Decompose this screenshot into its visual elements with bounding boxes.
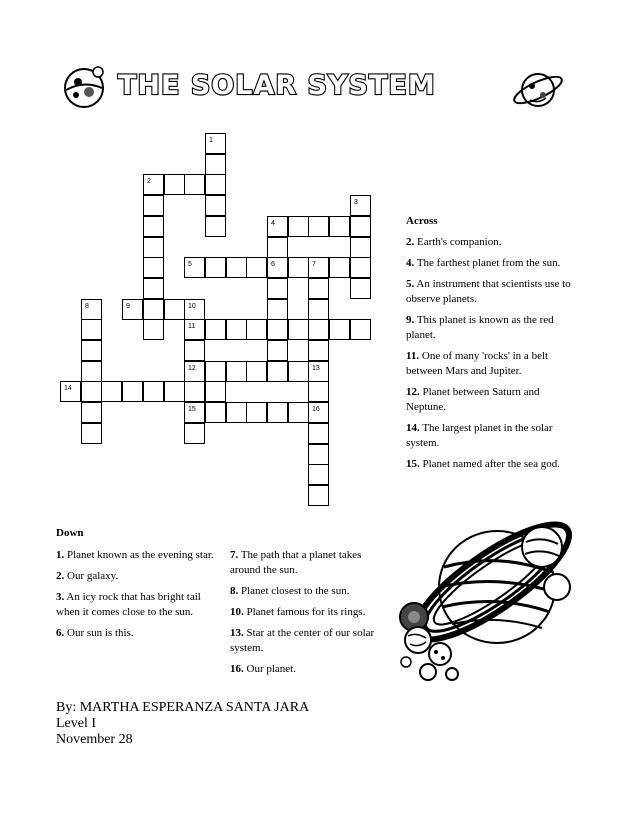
- down-clues: [56, 526, 386, 675]
- cell-number: 3: [354, 199, 358, 206]
- crossword-cell[interactable]: [308, 216, 329, 237]
- crossword-cell[interactable]: [350, 237, 371, 258]
- cell-number: 14: [64, 385, 72, 392]
- cell-number: 4: [271, 220, 275, 227]
- crossword-cell[interactable]: [350, 257, 371, 278]
- crossword-cell[interactable]: [308, 464, 329, 485]
- crossword-cell[interactable]: [205, 216, 226, 237]
- crossword-cell[interactable]: [308, 278, 329, 299]
- crossword-cell[interactable]: [350, 278, 371, 299]
- cell-number: 1: [209, 137, 213, 144]
- cell-number: 15: [188, 406, 196, 413]
- clue-down-13: 13. Star at the center of our solar system.: [230, 627, 375, 654]
- crossword-cell[interactable]: [81, 361, 102, 382]
- cell-number: 6: [271, 261, 275, 268]
- clue-across-4: 4. The farthest planet from the sun.: [406, 257, 561, 269]
- clue-across-14: 14. The largest planet in the solar system.: [406, 422, 553, 449]
- crossword-cell[interactable]: [308, 257, 329, 278]
- cell-number: 2: [147, 178, 151, 185]
- down-column-2: [230, 548, 390, 683]
- crossword-cell[interactable]: [267, 278, 288, 299]
- crossword-cell[interactable]: [226, 361, 247, 382]
- crossword-cell[interactable]: [308, 444, 329, 465]
- crossword-cell[interactable]: [143, 195, 164, 216]
- crossword-cell[interactable]: [267, 237, 288, 258]
- crossword-cell[interactable]: [288, 402, 309, 423]
- crossword-cell[interactable]: [246, 361, 267, 382]
- saturn-illustration-icon: [392, 512, 582, 692]
- crossword-cell[interactable]: [143, 319, 164, 340]
- crossword-cell[interactable]: [350, 319, 371, 340]
- crossword-cell[interactable]: [184, 423, 205, 444]
- crossword-cell[interactable]: [329, 257, 350, 278]
- crossword-cell[interactable]: [205, 154, 226, 175]
- crossword-cell[interactable]: [184, 299, 205, 320]
- crossword-cell[interactable]: [205, 174, 226, 195]
- crossword-cell[interactable]: [143, 257, 164, 278]
- clue-across-12: 12. Planet between Saturn and Neptune.: [406, 386, 540, 413]
- crossword-cell[interactable]: [246, 319, 267, 340]
- clue-down-8: 8. Planet closest to the sun.: [230, 585, 350, 597]
- crossword-cell[interactable]: [267, 257, 288, 278]
- cell-number: 16: [312, 406, 320, 413]
- crossword-cell[interactable]: [205, 257, 226, 278]
- cell-number: 12: [188, 365, 196, 372]
- crossword-cell[interactable]: [226, 319, 247, 340]
- level-text: Level I: [56, 716, 97, 731]
- clue-down-10: 10. Planet famous for its rings.: [230, 606, 366, 618]
- cell-number: 8: [85, 303, 89, 310]
- clue-down-16: 16. Our planet.: [230, 663, 296, 675]
- crossword-cell[interactable]: [143, 237, 164, 258]
- cell-number: 9: [126, 303, 130, 310]
- crossword-cell[interactable]: [350, 195, 371, 216]
- crossword-cell[interactable]: [143, 216, 164, 237]
- crossword-cell[interactable]: [184, 402, 205, 423]
- crossword-cell[interactable]: [143, 299, 164, 320]
- crossword-cell[interactable]: [205, 133, 226, 154]
- crossword-cell[interactable]: [184, 361, 205, 382]
- crossword-cell[interactable]: [288, 257, 309, 278]
- crossword-cell[interactable]: [205, 361, 226, 382]
- crossword-cell[interactable]: [122, 299, 143, 320]
- crossword-cell[interactable]: [308, 485, 329, 506]
- crossword-cell[interactable]: [267, 216, 288, 237]
- crossword-cell[interactable]: [60, 381, 81, 402]
- down-heading: Down: [56, 527, 84, 539]
- crossword-cell[interactable]: [184, 381, 205, 402]
- clue-down-6: 6. Our sun is this.: [56, 627, 134, 639]
- solar-system-illustration: [392, 512, 582, 692]
- crossword-cell[interactable]: [81, 299, 102, 320]
- crossword-cell[interactable]: [329, 216, 350, 237]
- crossword-cell[interactable]: [350, 216, 371, 237]
- crossword-cell[interactable]: [205, 402, 226, 423]
- crossword-cell[interactable]: [143, 174, 164, 195]
- date-text: November 28: [56, 732, 133, 747]
- crossword-cell[interactable]: [267, 299, 288, 320]
- crossword-cell[interactable]: [81, 340, 102, 361]
- clue-across-2: 2. Earth's companion.: [406, 236, 502, 248]
- crossword-cell[interactable]: [288, 216, 309, 237]
- across-clues: [406, 214, 578, 478]
- crossword-cell[interactable]: [164, 299, 185, 320]
- crossword-cell[interactable]: [81, 402, 102, 423]
- crossword-cell[interactable]: [308, 381, 329, 402]
- crossword-cell[interactable]: [81, 319, 102, 340]
- crossword-cell[interactable]: [246, 257, 267, 278]
- crossword-cell[interactable]: [288, 361, 309, 382]
- clue-across-5: 5. An instrument that scientists use to observe planets.: [406, 278, 571, 305]
- clue-down-1: 1. Planet known as the evening star.: [56, 549, 214, 561]
- crossword-cell[interactable]: [226, 257, 247, 278]
- crossword-cell[interactable]: [184, 340, 205, 361]
- crossword-cell[interactable]: [122, 381, 143, 402]
- clue-across-9: 9. This planet is known as the red planet.: [406, 314, 554, 341]
- crossword-cell[interactable]: [164, 381, 185, 402]
- cell-number: 11: [188, 323, 196, 330]
- crossword-cell[interactable]: [329, 319, 350, 340]
- crossword-cell[interactable]: [308, 423, 329, 444]
- crossword-cell[interactable]: [101, 381, 122, 402]
- clue-down-3: 3. An icy rock that has bright tail when it comes close to the sun.: [56, 591, 201, 618]
- cell-number: 13: [312, 365, 320, 372]
- crossword-cell[interactable]: [288, 319, 309, 340]
- author-footer: [56, 700, 309, 748]
- crossword-cell[interactable]: [184, 174, 205, 195]
- crossword-cell[interactable]: [308, 299, 329, 320]
- across-heading: Across: [406, 215, 438, 227]
- crossword-cell[interactable]: [184, 257, 205, 278]
- crossword-cell[interactable]: [81, 423, 102, 444]
- crossword-cell[interactable]: [267, 319, 288, 340]
- cell-number: 5: [188, 261, 192, 268]
- clue-down-2: 2. Our galaxy.: [56, 570, 119, 582]
- crossword-cell[interactable]: [308, 340, 329, 361]
- author-name: By: MARTHA ESPERANZA SANTA JARA: [56, 700, 310, 715]
- crossword-cell[interactable]: [267, 402, 288, 423]
- crossword-cell[interactable]: [164, 174, 185, 195]
- clue-across-15: 15. Planet named after the sea god.: [406, 458, 560, 470]
- cell-number: 10: [188, 303, 196, 310]
- crossword-cell[interactable]: [267, 361, 288, 382]
- crossword-cell[interactable]: [81, 381, 102, 402]
- crossword-cell[interactable]: [226, 402, 247, 423]
- down-column-1: [56, 548, 221, 647]
- page-title: THE SOLAR SYSTEM: [118, 70, 436, 101]
- crossword-cell[interactable]: [143, 278, 164, 299]
- crossword-cell[interactable]: [308, 402, 329, 423]
- crossword-cell[interactable]: [205, 319, 226, 340]
- crossword-cell[interactable]: [267, 340, 288, 361]
- crossword-cell[interactable]: [308, 361, 329, 382]
- crossword-cell[interactable]: [205, 195, 226, 216]
- cell-number: 7: [312, 261, 316, 268]
- crossword-cell[interactable]: [246, 402, 267, 423]
- clue-down-7: 7. The path that a planet takes around the sun.: [230, 549, 362, 576]
- clue-across-11: 11. One of many 'rocks' in a belt between Mars and Jupiter.: [406, 350, 549, 377]
- crossword-cell[interactable]: [143, 381, 164, 402]
- crossword-cell[interactable]: [184, 319, 205, 340]
- crossword-cell[interactable]: [205, 381, 226, 402]
- crossword-cell[interactable]: [308, 319, 329, 340]
